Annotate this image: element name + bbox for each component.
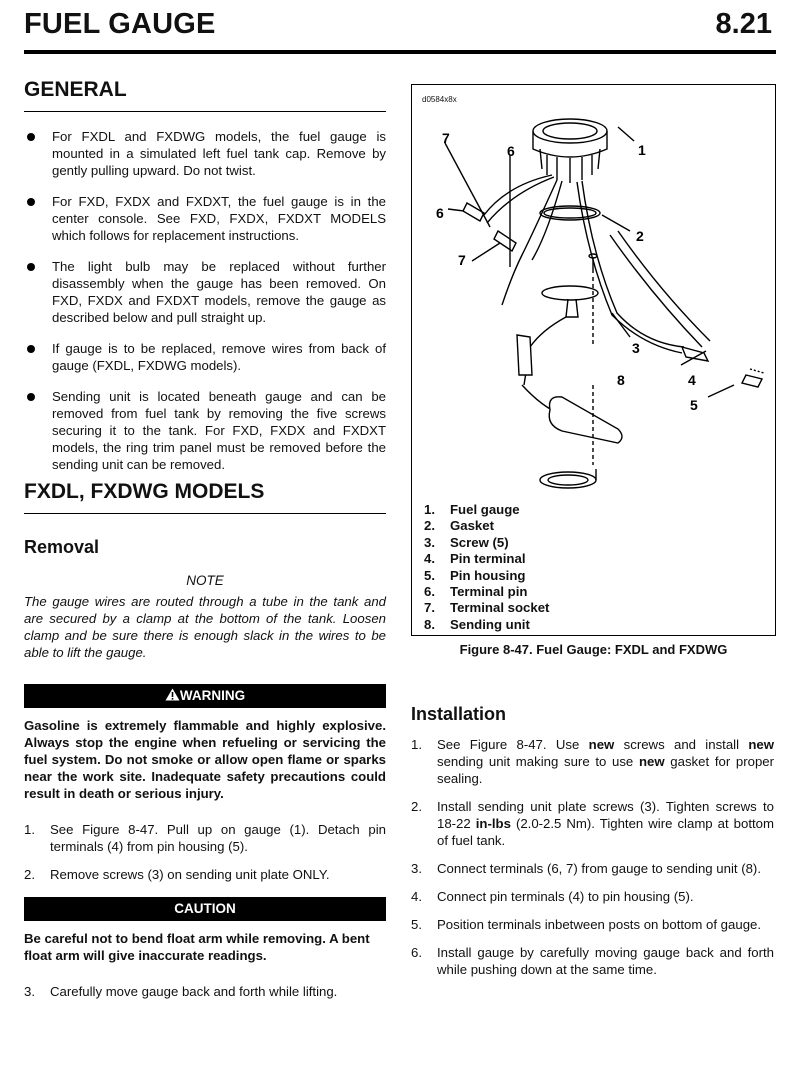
legend-number: 6. xyxy=(424,584,435,600)
legend-item xyxy=(424,502,549,518)
figure-callout: 5 xyxy=(690,397,698,413)
bullet-item: For FXD, FXDX and FXDXT, the fuel gauge is in the center console. See FXD, FXDX, FXDXT MODELS which follows for replacement instructions. xyxy=(24,193,386,244)
figure-legend xyxy=(424,502,549,633)
general-section xyxy=(24,78,386,487)
step-number: 1. xyxy=(411,737,422,752)
legend-number: 4. xyxy=(424,551,435,567)
list-item xyxy=(411,860,774,877)
warning-label: WARNING xyxy=(179,688,246,703)
step-text: See Figure 8-47. Pull up on gauge (1). Detach pin terminals (4) from pin housing (5). xyxy=(50,822,386,854)
step-number: 3. xyxy=(24,984,35,999)
step-text-bold: new xyxy=(638,754,665,769)
list-item xyxy=(411,888,774,905)
step-number: 4. xyxy=(411,889,422,904)
bullet-item: For FXDL and FXDWG models, the fuel gauge is mounted in a simulated left fuel tank cap. Remove by gently pulling upward. Do not twist. xyxy=(24,128,386,179)
legend-number: 3. xyxy=(424,534,435,550)
step-text-part: gasket for proper sealing. xyxy=(437,754,775,786)
legend-label: Terminal pin xyxy=(450,584,528,600)
list-item xyxy=(24,866,386,883)
page-number: 8.21 xyxy=(715,8,772,40)
list-item xyxy=(411,798,774,849)
caution-label: CAUTION xyxy=(174,901,236,916)
figure-caption: Figure 8-47. Fuel Gauge: FXDL and FXDWG xyxy=(459,642,728,657)
legend-number: 8. xyxy=(424,616,435,632)
step-text-part: See Figure 8-47. Use xyxy=(437,737,589,752)
figure-callout: 7 xyxy=(458,252,466,268)
figure-callout: 6 xyxy=(507,143,515,159)
legend-number: 2. xyxy=(424,518,435,534)
step-text xyxy=(437,736,774,787)
legend-label: Terminal socket xyxy=(450,600,550,616)
legend-number: 1. xyxy=(424,502,435,517)
step-number: 2. xyxy=(411,799,422,814)
bullet-item: If gauge is to be replaced, remove wires from back of gauge (FXDL, FXDWG models). xyxy=(24,340,386,374)
legend-number: 7. xyxy=(424,600,435,616)
step-text: Position terminals inbetween posts on bottom of gauge. xyxy=(437,917,762,932)
installation-section xyxy=(411,704,774,989)
step-text: Carefully move gauge back and forth while lifting. xyxy=(50,984,338,999)
general-rule xyxy=(24,111,386,112)
figure-callout: 6 xyxy=(436,205,444,221)
list-item xyxy=(411,944,774,978)
warning-bar xyxy=(24,684,386,708)
step-number: 2. xyxy=(24,867,35,882)
legend-item xyxy=(424,617,549,633)
legend-item xyxy=(424,584,549,600)
list-item xyxy=(24,821,386,855)
fuel-gauge-illustration xyxy=(412,85,775,495)
legend-label: Gasket xyxy=(450,518,494,534)
warning-triangle-icon xyxy=(165,688,180,701)
legend-label: Fuel gauge xyxy=(450,502,520,517)
installation-steps xyxy=(411,736,774,978)
step-text-bold: new xyxy=(588,737,615,752)
legend-item xyxy=(424,518,549,534)
step-text-part: sending unit making sure to use xyxy=(437,754,639,769)
legend-label: Sending unit xyxy=(450,616,530,632)
step-number: 6. xyxy=(411,945,422,960)
removal-steps-b xyxy=(24,983,386,1000)
legend-number: 5. xyxy=(424,567,435,583)
step-text: Install gauge by carefully moving gauge back and forth while pushing down at the same time. xyxy=(437,945,774,977)
legend-label: Pin housing xyxy=(450,567,526,583)
warning-text: Gasoline is extremely flammable and highly explosive. Always stop the engine when refueling or servicing the fuel system. Do not smoke or allow open flame or sparks near the work site. Inadequate safety precautions could result in death or serious injury. xyxy=(24,718,386,801)
models-section xyxy=(24,480,386,514)
removal-heading: Removal xyxy=(24,537,100,557)
legend-item xyxy=(424,600,549,616)
step-text-part: (2.0-2.5 Nm). Tighten wire clamp at bottom of fuel tank. xyxy=(437,816,774,848)
step-text: Connect terminals (6, 7) from gauge to sending unit (8). xyxy=(437,861,761,876)
step-text-bold: new xyxy=(748,737,775,752)
step-text-part: screws and install xyxy=(614,737,749,752)
installation-heading: Installation xyxy=(411,704,507,724)
step-text: Connect pin terminals (4) to pin housing (5). xyxy=(437,889,694,904)
step-text-part: Install sending unit plate screws (3). Tighten screws to 18-22 xyxy=(437,799,774,831)
removal-steps-a xyxy=(24,821,386,883)
figure-callout: 3 xyxy=(632,340,640,356)
legend-label: Screw (5) xyxy=(450,534,509,550)
models-rule xyxy=(24,513,386,514)
step-text: Remove screws (3) on sending unit plate ONLY. xyxy=(50,867,330,882)
figure-callout: 7 xyxy=(442,130,450,146)
removal-section xyxy=(24,537,386,1011)
list-item xyxy=(411,736,774,787)
general-bullet-list xyxy=(24,128,386,473)
note-title: NOTE xyxy=(186,573,224,588)
bullet-item: The light bulb may be replaced without further disassembly when the gauge has been removed. On FXD, FXDX and FXDXT models, remove the gauge as described below and pull straight up. xyxy=(24,258,386,326)
page-title: FUEL GAUGE xyxy=(24,8,216,40)
legend-item xyxy=(424,551,549,567)
step-number: 1. xyxy=(24,822,35,837)
caution-text: Be careful not to bend float arm while removing. A bent float arm will give inaccurate readings. xyxy=(24,931,370,963)
legend-label: Pin terminal xyxy=(450,551,526,567)
figure-callout: 8 xyxy=(617,372,625,388)
list-item xyxy=(24,983,386,1000)
figure-callout: 1 xyxy=(638,142,646,158)
legend-item xyxy=(424,568,549,584)
header-rule xyxy=(24,50,776,54)
step-number: 5. xyxy=(411,917,422,932)
note-text: The gauge wires are routed through a tube in the tank and are secured by a clamp at the bottom of the tank. Loosen clamp and be sure there is enough slack in the wires to be able to lift the gauge. xyxy=(24,594,386,660)
figure-callout: 2 xyxy=(636,228,644,244)
step-text xyxy=(437,798,774,849)
legend-item xyxy=(424,535,549,551)
step-text-bold: in-lbs xyxy=(475,816,511,831)
figure-callout: 4 xyxy=(688,372,696,388)
caution-bar xyxy=(24,897,386,921)
step-number: 3. xyxy=(411,861,422,876)
figure-id: d0584x8x xyxy=(422,95,457,104)
figure-box xyxy=(411,84,776,636)
general-heading: GENERAL xyxy=(24,78,127,101)
models-heading: FXDL, FXDWG MODELS xyxy=(24,480,265,503)
list-item xyxy=(411,916,774,933)
bullet-item: Sending unit is located beneath gauge and can be removed from fuel tank by removing the five screws securing it to the tank. For FXD, FXDX and FXDXT models, the ring trim panel must be removed before the sending unit can be removed. xyxy=(24,388,386,473)
